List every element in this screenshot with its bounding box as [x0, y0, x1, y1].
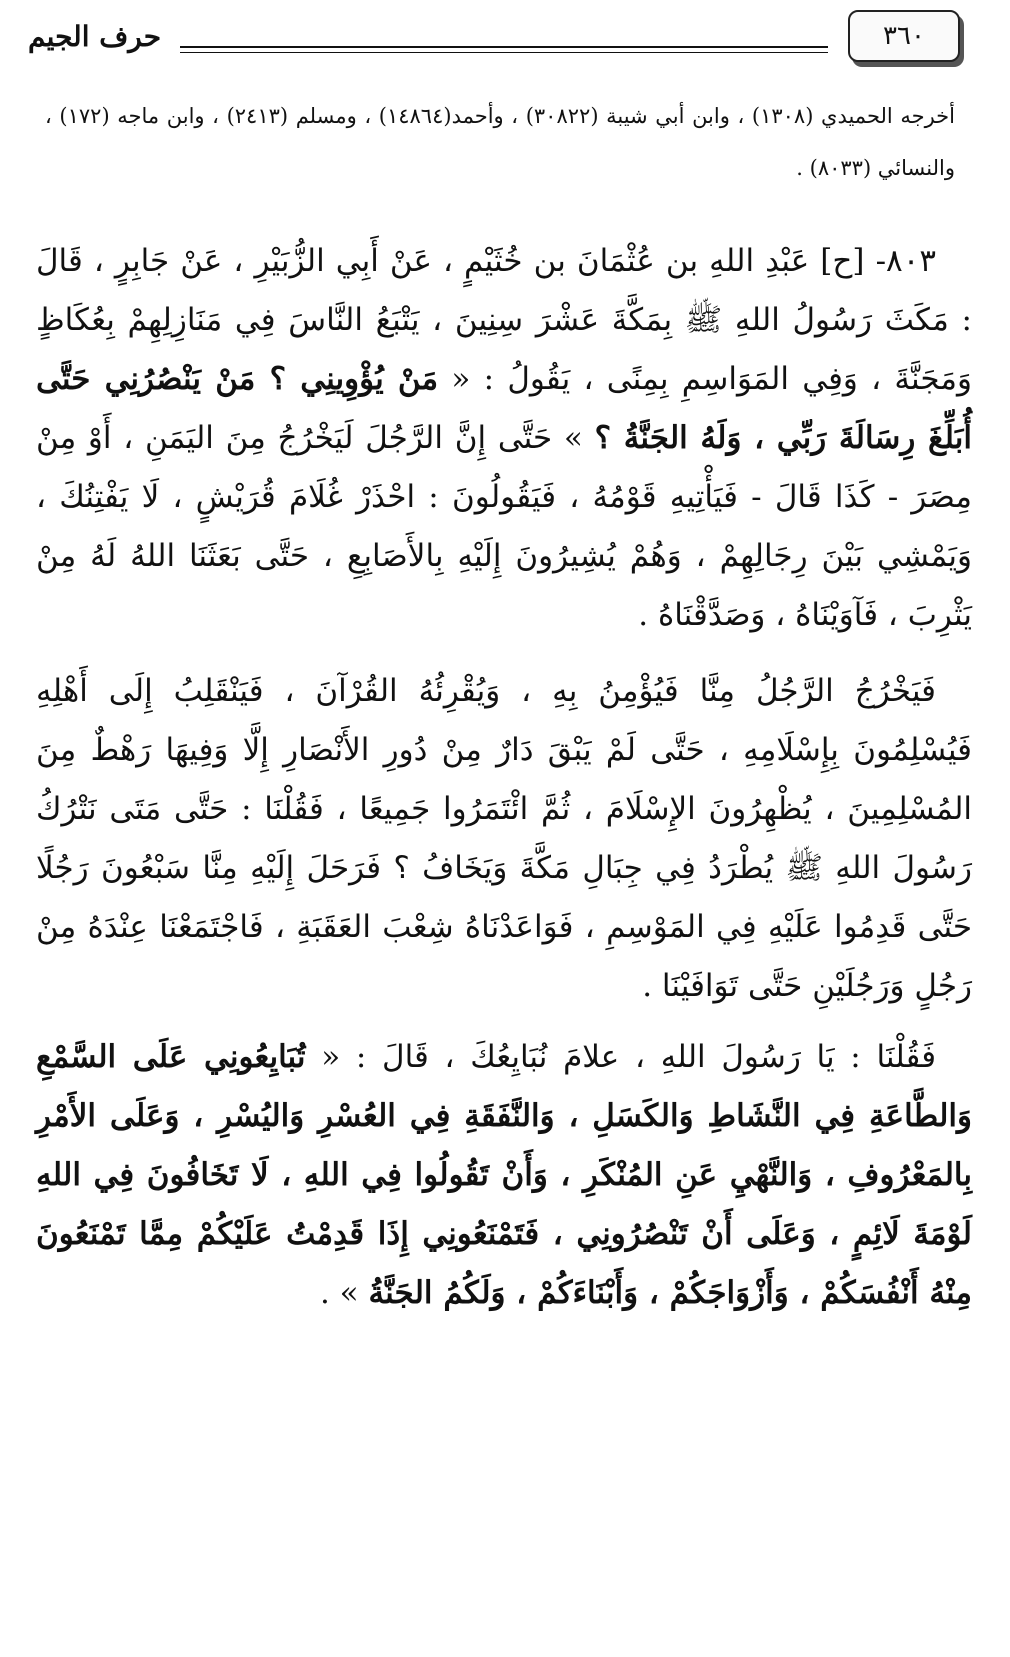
footnote-citation: أخرجه الحميدي (١٣٠٨) ، وابن أبي شيبة (٣٠٨٢٢) ، وأحمد(١٤٨٦٤) ، ومسلم (٢٤١٣) ، وابن ماجه (١٧٢) ، والنسائي (٨٠٣٣) . — [45, 104, 955, 180]
hadith-narration-text: » حَتَّى إِنَّ الرَّجُلَ لَيَخْرُجُ مِنَ اليَمَنِ ، أَوْ مِنْ مِصَرَ - كَذَا قَالَ - فَيَأْتِيهِ قَوْمُهُ ، فَيَقُولُونَ : احْذَرْ غُلَامَ قُرَيْشٍ ، لَا يَفْتِنُكَ ، وَيَمْشِي بَيْنَ رِجَالِهِمْ ، وَهُمْ يُشِيرُونَ إِلَيْهِ بِالأَصَابِعِ ، حَتَّى بَعَثَنَا اللهُ لَهُ مِنْ يَثْرِبَ ، فَآوَيْنَاهُ ، وَصَدَّقْنَاهُ . — [36, 420, 972, 633]
page-number-box — [848, 10, 960, 62]
hadith-paragraph-1 — [36, 232, 972, 645]
page-number: ٣٦٠ — [883, 21, 925, 51]
hadith-paragraph-2 — [36, 662, 972, 1016]
prophetic-quote-1: مَنْ يُؤْوِينِي ؟ مَنْ يَنْصُرُنِي حَتَّى أُبَلِّغَ رِسَالَةَ رَبِّي ، وَلَهُ الجَنَّةُ ؟ — [36, 361, 973, 456]
prophetic-quote-2: تُبَايِعُونِي عَلَى السَّمْعِ وَالطَّاعَةِ فِي النَّشَاطِ وَالكَسَلِ ، وَالنَّفَقَةِ فِي العُسْرِ وَاليُسْرِ ، وَعَلَى الأَمْرِ بِالمَعْرُوفِ ، وَالنَّهْيِ عَنِ المُنْكَرِ ، وَأَنْ تَقُولُوا فِي اللهِ ، لَا تَخَافُونَ فِي اللهِ لَوْمَةَ لَائِمٍ ، وَعَلَى أَنْ تَنْصُرُونِي ، فَتَمْنَعُونِي إِذَا قَدِمْتُ عَلَيْكُمْ مِمَّا تَمْنَعُونَ مِنْهُ أَنْفُسَكُمْ ، وَأَزْوَاجَكُمْ ، وَأَبْنَاءَكُمْ ، وَلَكُمُ الجَنَّةُ — [36, 1039, 972, 1311]
hadith-paragraph-3-end: » . — [319, 1275, 359, 1311]
hadith-paragraph-2-text: فَيَخْرُجُ الرَّجُلُ مِنَّا فَيُؤْمِنُ بِهِ ، وَيُقْرِئُهُ القُرْآنَ ، فَيَنْقَلِبُ إِلَى أَهْلِهِ فَيُسْلِمُونَ بِإِسْلَامِهِ ، حَتَّى لَمْ يَبْقَ دَارٌ مِنْ دُورِ الأَنْصَارِ إِلَّا وَفِيهَا رَهْطٌ مِنَ المُسْلِمِينَ ، يُظْهِرُونَ الإِسْلَامَ ، ثُمَّ ائْتَمَرُوا جَمِيعًا ، فَقُلْنَا : حَتَّى مَتَى نَتْرُكُ رَسُولَ اللهِ ﷺ يُطْرَدُ فِي جِبَالِ مَكَّةَ وَيَخَافُ ؟ فَرَحَلَ إِلَيْهِ مِنَّا سَبْعُونَ رَجُلًا حَتَّى قَدِمُوا عَلَيْهِ فِي المَوْسِمِ ، فَوَاعَدْنَاهُ شِعْبَ العَقَبَةِ ، فَاجْتَمَعْنَا عِنْدَهُ مِنْ رَجُلٍ وَرَجُلَيْنِ حَتَّى تَوَافَيْنَا . — [36, 673, 972, 1004]
header-rule-thin — [180, 52, 828, 53]
chapter-title: حرف الجيم — [28, 20, 161, 53]
hadith-number: ٨٠٣- — [875, 243, 936, 279]
header-rule — [180, 46, 828, 48]
page-header — [0, 6, 1010, 76]
hadith-intro-text: [ح] عَبْدِ اللهِ بن عُثْمَانَ بن خُثَيْمٍ ، عَنْ أَبِي الزُّبَيْرِ ، عَنْ جَابِرٍ ، قَالَ : مَكَثَ رَسُولُ اللهِ ﷺ بِمَكَّةَ عَشْرَ سِنِينَ ، يَتْبَعُ النَّاسَ فِي مَنَازِلِهِمْ بِعُكَاظٍ وَمَجَنَّةَ ، وَفِي المَوَاسِمِ بِمِنًى ، يَقُولُ : « — [36, 243, 972, 397]
hadith-paragraph-3 — [36, 1028, 972, 1323]
hadith-paragraph-3-intro: فَقُلْنَا : يَا رَسُولَ اللهِ ، علامَ نُبَايِعُكَ ، قَالَ : « — [321, 1039, 937, 1075]
